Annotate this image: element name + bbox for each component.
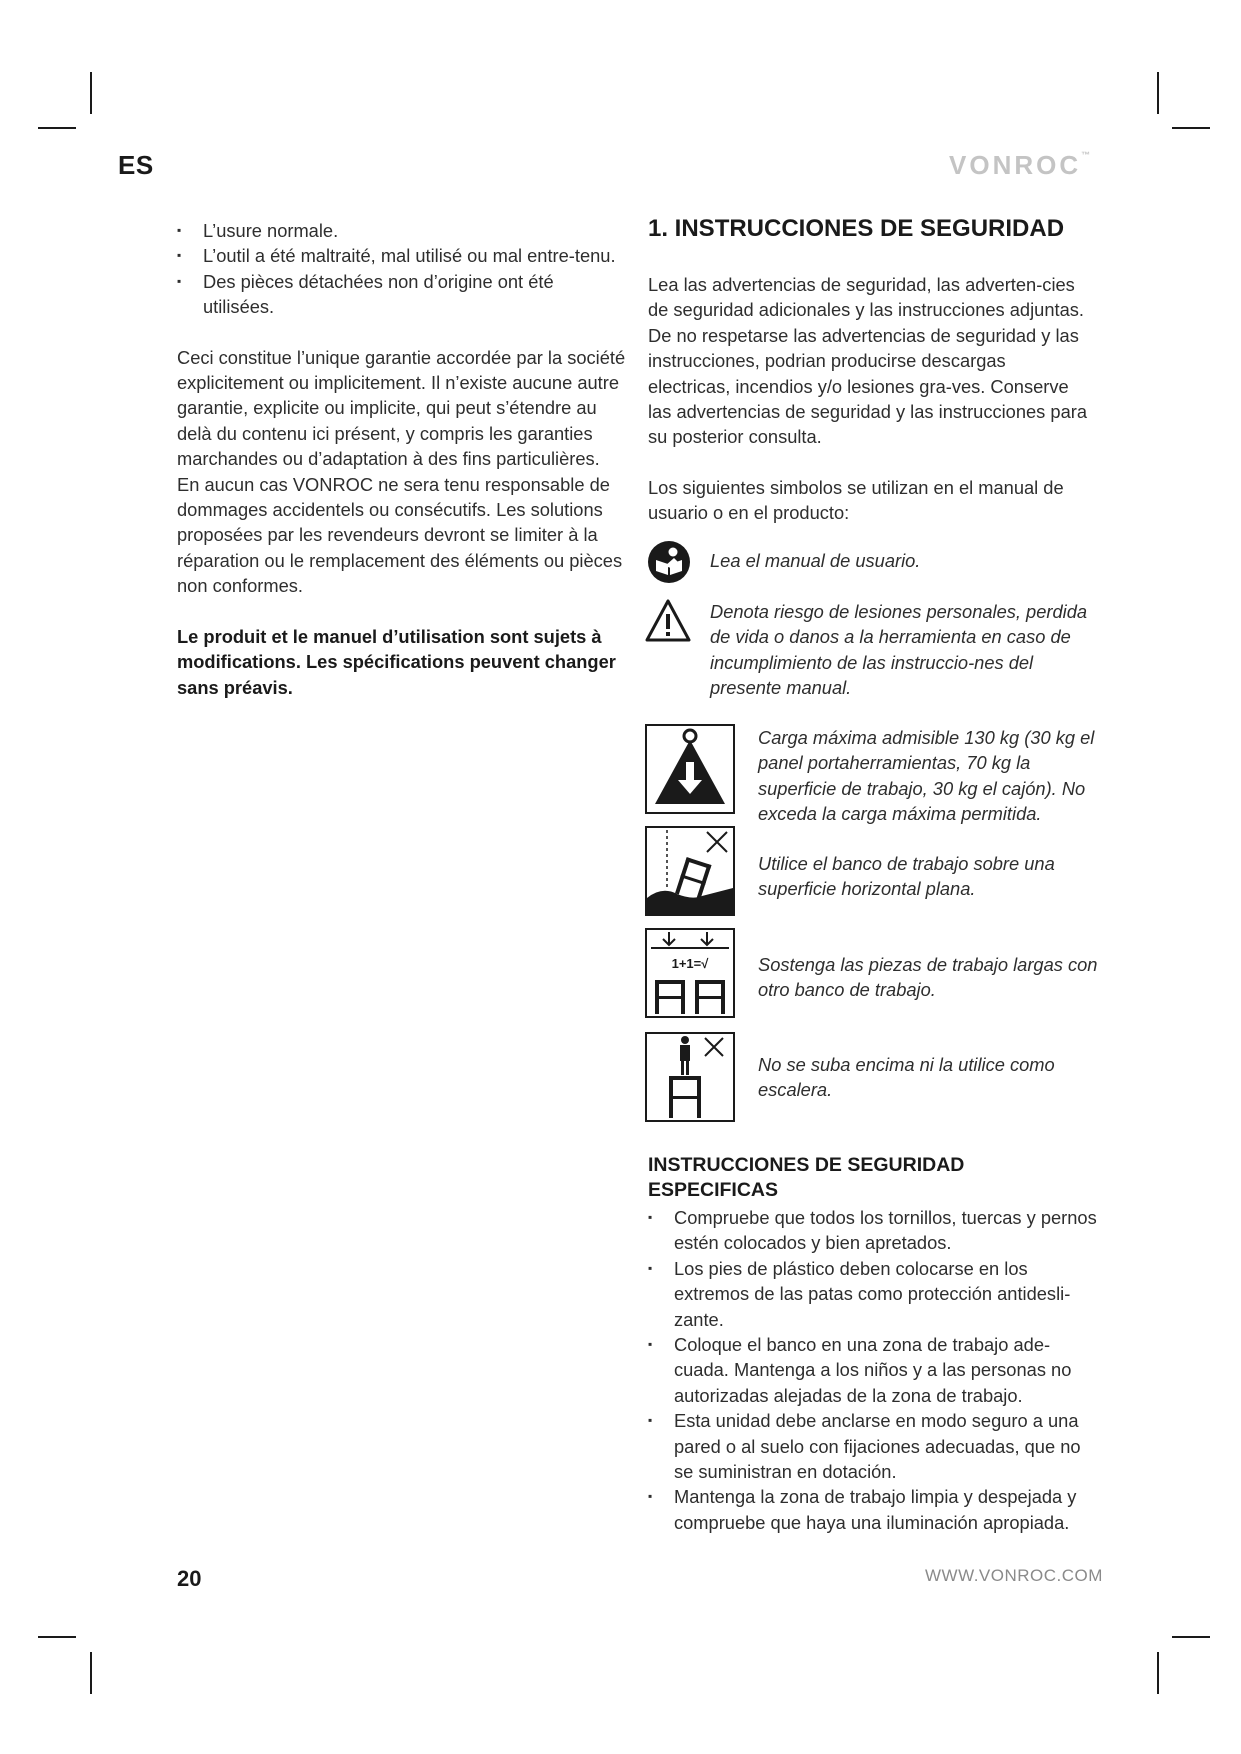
crop-mark-bottom-left-v — [90, 1652, 92, 1694]
symbol-text-read-manual: Lea el manual de usuario. — [710, 550, 921, 571]
crop-mark-top-right-v — [1157, 72, 1159, 114]
website-url: WWW.VONROC.COM — [925, 1566, 1103, 1585]
list-item: ▪ Des pièces détachées non d’origine ont été utilisées. — [177, 269, 627, 320]
crop-mark-bottom-right-h — [1172, 1636, 1210, 1638]
list-item: ▪ Mantenga la zona de trabajo limpia y despejada y compruebe que haya una iluminación apropiada. — [648, 1484, 1098, 1535]
symbol-text-support-long-pieces: Sostenga las piezas de trabajo largas con otro banco de trabajo. — [758, 954, 1098, 1001]
safety-intro: Lea las advertencias de seguridad, las adverten-cies de seguridad adicionales y las instrucciones adjuntas. De no respetarse las advertencias de seguridad y las instrucciones, podrian producirse descargas electricas, incendios y/o lesiones gra-ves. Conserve las advertencias de seguridad y las instrucciones para su posterior consulta. — [648, 274, 1087, 448]
page-number: 20 — [177, 1566, 202, 1591]
warning-triangle-icon — [645, 598, 691, 644]
symbol-text-no-standing: No se suba encima ni la utilice como escalera. — [758, 1054, 1055, 1101]
crop-mark-top-left-h — [38, 127, 76, 129]
symbol-text-warning: Denota riesgo de lesiones personales, perdida de vida o danos a la herramienta en caso de incumplimiento de las instruccio-nes del presente manual. — [710, 601, 1088, 699]
flat-surface-icon — [645, 826, 735, 916]
section-title: 1. INSTRUCCIONES DE SEGURIDAD — [648, 215, 1065, 242]
brand-name: VONROC — [949, 150, 1082, 180]
warranty-exclusions-list — [177, 218, 627, 320]
right-column — [648, 214, 1088, 526]
specific-title: INSTRUCCIONES DE SEGURIDAD ESPECIFICAS — [648, 1154, 965, 1201]
crop-mark-top-left-v — [90, 72, 92, 114]
no-standing-icon — [645, 1032, 735, 1122]
crop-mark-bottom-right-v — [1157, 1652, 1159, 1694]
modification-notice: Le produit et le manuel d’utilisation sont sujets à modifications. Les spécifications peuvent changer sans préavis. — [177, 625, 616, 698]
crop-mark-top-right-h — [1172, 127, 1210, 129]
warranty-paragraph: Ceci constitue l’unique garantie accordée par la société explicitement ou implicitement. Il n’existe aucune autre garantie, explicite ou implicite, qui peut s’étendre au delà du contenu ici présent, y compris les garanties marchandes ou d’adaptation à des fins particulières. En aucun cas VONROC ne sera tenu responsable de dommages accidentels ou consécutifs. Les solutions proposées par les revendeurs devront se limiter à la réparation ou le remplacement des éléments ou pièces non conformes. — [177, 346, 626, 597]
list-item: ▪ Coloque el banco en una zona de trabajo ade-cuada. Mantenga a los niños y a las personas no autorizadas alejadas de la zona de trabajo. — [648, 1332, 1098, 1408]
symbol-text-flat-surface: Utilice el banco de trabajo sobre una superficie horizontal plana. — [758, 853, 1055, 900]
max-load-icon — [645, 724, 735, 814]
symbols-intro: Los siguientes simbolos se utilizan en el manual de usuario o en el producto: — [648, 476, 1064, 524]
crop-mark-bottom-left-h — [38, 1636, 76, 1638]
list-item: ▪ Esta unidad debe anclarse en modo seguro a una pared o al suelo con fijaciones adecuadas, que no se suministran en dotación. — [648, 1408, 1098, 1484]
left-column — [177, 218, 627, 700]
brand-logo — [949, 150, 1090, 181]
support-long-pieces-icon — [645, 928, 735, 1018]
specific-instructions — [648, 1153, 1098, 1535]
list-item: ▪ Compruebe que todos los tornillos, tuercas y pernos estén colocados y bien apretados. — [648, 1205, 1098, 1256]
language-code: ES — [118, 150, 154, 180]
equation-label: 1+1=√ — [671, 956, 709, 971]
list-item: ▪ L’outil a été maltraité, mal utilisé ou mal entre-tenu. — [177, 243, 627, 268]
specific-instructions-list — [648, 1205, 1098, 1535]
read-manual-icon — [647, 540, 691, 584]
trademark-mark: ™ — [1081, 150, 1091, 160]
list-item: ▪ Los pies de plástico deben colocarse en los extremos de las patas como protección antidesli-zante. — [648, 1256, 1098, 1332]
symbol-text-max-load: Carga máxima admisible 130 kg (30 kg el panel portaherramientas, 70 kg la superficie de trabajo, 30 kg el cajón). No exceda la carga máxima permitida. — [758, 727, 1095, 825]
list-item: ▪ L’usure normale. — [177, 218, 627, 243]
